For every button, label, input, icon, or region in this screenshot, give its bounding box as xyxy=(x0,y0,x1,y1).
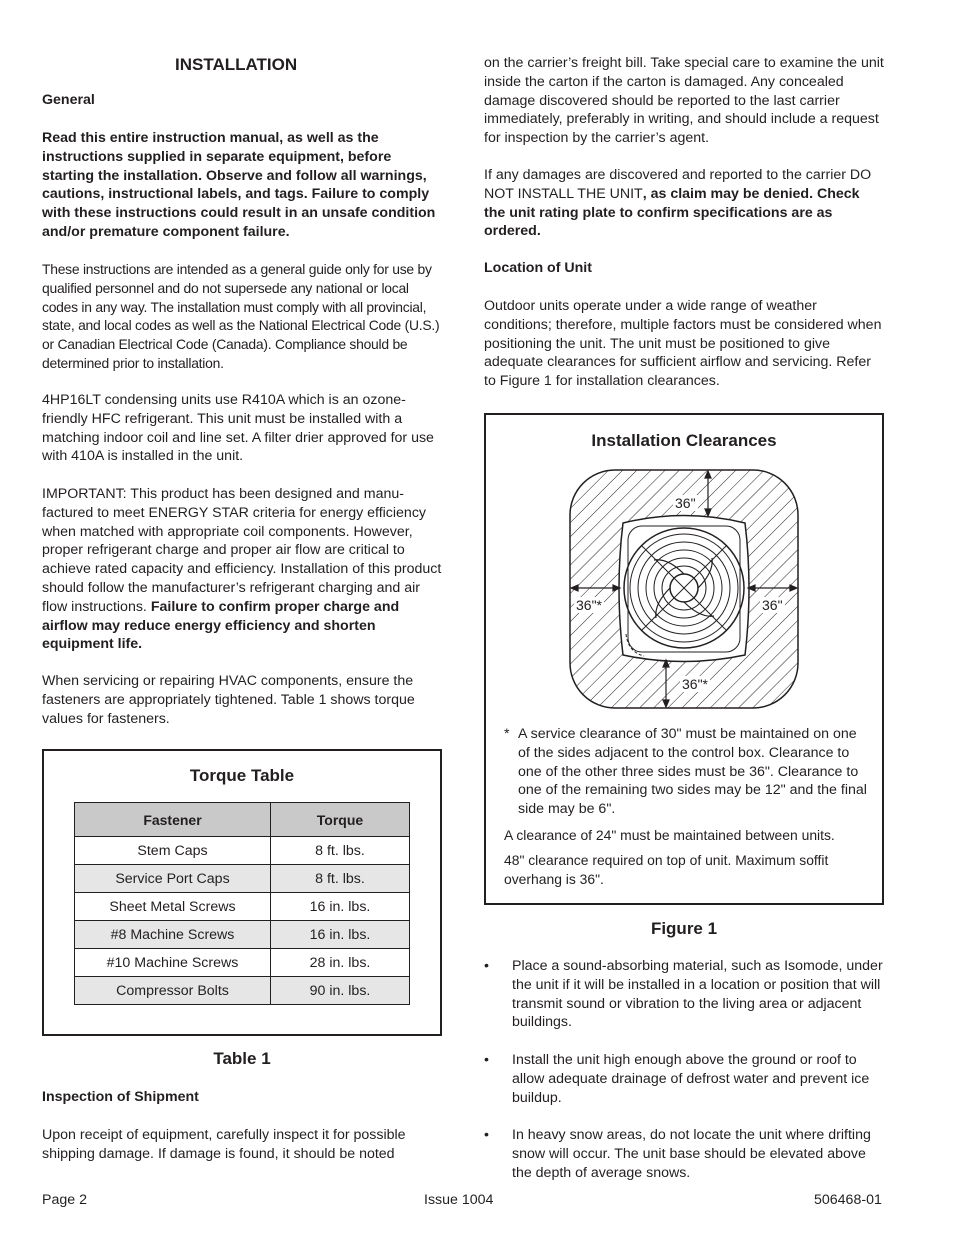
figure-note-star-symbol: * xyxy=(504,726,510,742)
figure-box xyxy=(484,413,884,905)
list-item xyxy=(484,957,884,1032)
section-heading-installation: INSTALLATION xyxy=(175,55,298,74)
cell-fastener: Stem Caps xyxy=(75,837,271,865)
list-item-text: In heavy snow areas, do not locate the unit where drifting snow will occur. The unit base should be elevated above the depth of average snows. xyxy=(512,1127,871,1181)
paragraph-inspection: Upon receipt of equipment, carefully inspect it for possible shipping damage. If damage is found, it should be noted xyxy=(42,1127,406,1162)
paragraph-carrier: on the carrier’s freight bill. Take special care to examine the unit inside the carton if the carton is damaged. Any concealed damage discovered should be reported to the last carrier immediately, preferably in writing, and should include a request for inspection by the carrier’s agent. xyxy=(484,55,884,147)
table-row xyxy=(75,893,410,921)
cell-torque: 16 in. lbs. xyxy=(271,893,410,921)
list-item-text: Install the unit high enough above the ground or roof to allow adequate drainage of defrost water and prevent ice buildup. xyxy=(512,1051,870,1106)
damages-warning: , as claim may be denied. Check the unit rating plate to confirm specifications are as ordered. xyxy=(484,185,860,240)
header-fastener: Fastener xyxy=(75,803,271,837)
figure-title: Installation Clearances xyxy=(591,431,777,450)
clearance-label-top: 36" xyxy=(675,495,696,511)
table-row xyxy=(75,949,410,977)
clearance-label-right: 36" xyxy=(762,597,783,613)
table-header-row xyxy=(75,803,410,837)
list-item xyxy=(484,1126,884,1182)
table-row xyxy=(75,865,410,893)
heading-inspection: Inspection of Shipment xyxy=(42,1089,199,1105)
general-warning-text: Read this entire instruction manual, as well as the instructions supplied in separate equipment, before starting the installation. Observe and follow all warnings, cautions, instructional labels, and tags. Failure to comply with these instructions could result in an unsafe condition and/or premature component failure. xyxy=(42,130,436,240)
figure-caption: Figure 1 xyxy=(650,919,718,938)
header-torque: Torque xyxy=(271,803,410,837)
paragraph-location: Outdoor units operate under a wide range of weather conditions; therefore, multiple factors must be considered when positioning the unit. The unit must be positioned to give adequate clearances for sufficient airflow and servicing. Refer to Figure 1 for installation clearances. xyxy=(484,298,882,390)
table-row xyxy=(75,977,410,1005)
footer-issue: Issue 1004 xyxy=(424,1192,494,1208)
paragraph-important xyxy=(42,485,442,654)
cell-torque: 90 in. lbs. xyxy=(271,977,410,1005)
torque-table-title: Torque Table xyxy=(189,766,295,785)
paragraph-refrigerant: 4HP16LT condensing units use R410A which is an ozone-friendly HFC refrigerant. This unit must be installed with a matching indoor coil and line set. A filter drier approved for use with 410A is installed in the unit. xyxy=(42,392,434,465)
cell-torque: 28 in. lbs. xyxy=(271,949,410,977)
paragraph-guide: These instructions are intended as a general guide only for use by qualified personnel and do not supersede any national or local codes in any way. The installation must comply with all provincial, state, and local codes as well as the National Electrical Code (U.S.) or Canadian Electrical Code (Canada). Compliance should be determined prior to installation. xyxy=(42,261,440,371)
paragraph-damages xyxy=(484,166,884,241)
clearance-label-left: 36"* xyxy=(576,597,602,613)
figure-note-between-units: A clearance of 24" must be maintained between units. xyxy=(504,827,835,843)
cell-fastener: #10 Machine Screws xyxy=(75,949,271,977)
important-warning: Failure to confirm proper charge and airflow may reduce energy efficiency and shorten equipment life. xyxy=(42,598,400,653)
cell-fastener: #8 Machine Screws xyxy=(75,921,271,949)
cell-fastener: Compressor Bolts xyxy=(75,977,271,1005)
placement-bullet-list xyxy=(484,957,884,1201)
table-row xyxy=(75,837,410,865)
damages-text: If any damages are discovered and reported to the carrier DO NOT INSTALL THE UNIT xyxy=(484,167,872,202)
cell-torque: 16 in. lbs. xyxy=(271,921,410,949)
cell-fastener: Service Port Caps xyxy=(75,865,271,893)
list-item xyxy=(484,1051,884,1107)
bullet-symbol: • xyxy=(484,1051,489,1068)
table-caption: Table 1 xyxy=(213,1049,271,1068)
figure-note-top: 48" clearance required on top of unit. Maximum soffit overhang is 36". xyxy=(504,852,829,887)
footer-page-number: Page 2 xyxy=(42,1192,87,1208)
paragraph-fasteners: When servicing or repairing HVAC components, ensure the fasteners are appropriately tightened. Table 1 shows torque values for fasteners. xyxy=(42,673,415,727)
cell-torque: 8 ft. lbs. xyxy=(271,865,410,893)
footer-doc-number: 506468-01 xyxy=(814,1192,882,1208)
cell-torque: 8 ft. lbs. xyxy=(271,837,410,865)
bullet-symbol: • xyxy=(484,1127,489,1144)
heading-location: Location of Unit xyxy=(484,260,592,276)
important-text: IMPORTANT: This product has been designed and manufactured to meet ENERGY STAR criteria for energy efficiency when matched with appropriate coil components. However, proper refrigerant charge and proper air flow are critical to achieve rated capacity and efficiency. Installation of this product should follow the manufacturer’s refrigerant charging and air flow instructions. xyxy=(42,486,442,615)
torque-table-box xyxy=(42,749,442,1036)
heading-general: General xyxy=(42,92,95,108)
figure-note-service: A service clearance of 30" must be maintained on one of the sides adjacent to the control box. Clearance to one of the other three sides must be 36". Clearance to one of the remaining two sides may be 12" and the final side may be 6". xyxy=(518,726,867,818)
cell-fastener: Sheet Metal Screws xyxy=(75,893,271,921)
list-item-text: Place a sound-absorbing material, such as Isomode, under the unit if it will be installed in a location or position that will transmit sound or vibration to the living area or adjacent buildings. xyxy=(512,958,883,1031)
torque-table xyxy=(74,802,410,1005)
bullet-symbol: • xyxy=(484,958,489,974)
clearance-label-bottom: 36"* xyxy=(682,676,708,692)
table-row xyxy=(75,921,410,949)
